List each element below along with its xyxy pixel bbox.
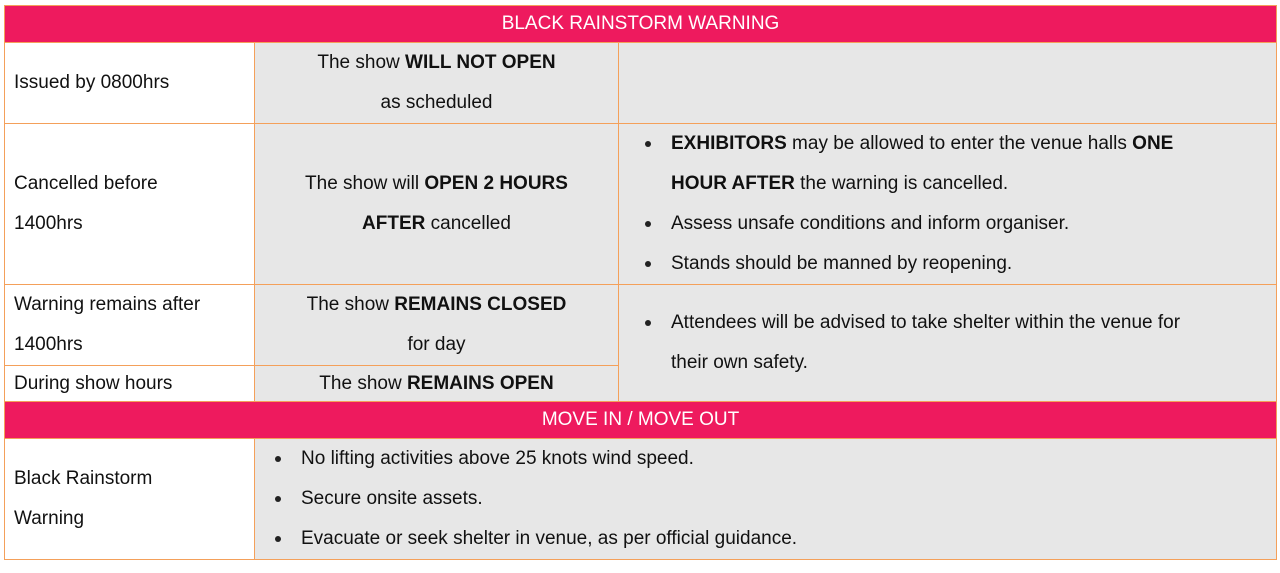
list-item [301,519,1276,559]
status-text: The show [317,52,406,73]
list-item [671,204,1276,244]
row-label-text: 1400hrs [14,334,83,355]
notes-cell-empty [619,43,1277,124]
row-label-text: Black Rainstorm [14,468,153,489]
section-header-row [5,402,1277,439]
status-text: The show [306,294,395,315]
table-row [5,439,1277,560]
row-label-text: 1400hrs [14,213,83,234]
note-line [671,124,1276,164]
section-header-row [5,6,1277,43]
table-row [5,43,1277,124]
section-title-move-in-out: MOVE IN / MOVE OUT [5,402,1277,439]
show-status-cell [255,124,619,285]
shared-notes-cell [619,285,1277,402]
table-row [5,124,1277,285]
row-label-text: Issued by 0800hrs [14,72,170,93]
notes-list [619,124,1276,284]
table-row [5,285,1277,366]
list-item [671,244,1276,284]
note-text: may be allowed to enter the venue halls [786,133,1133,154]
status-emphasis: OPEN 2 HOURS [424,173,568,194]
row-label [5,366,255,402]
status-text: The show will [305,173,425,194]
note-text: Assess unsafe conditions and inform organiser. [671,213,1070,234]
status-text: cancelled [425,213,511,234]
row-label-text: Warning remains after [14,294,201,315]
status-line [255,43,618,83]
row-label-text: Cancelled before [14,173,158,194]
section-title-black-rainstorm: BLACK RAINSTORM WARNING [5,6,1277,43]
list-item [301,439,1276,479]
status-emphasis: WILL NOT OPEN [405,52,556,73]
status-line [255,285,618,325]
note-line [671,164,1276,204]
status-line [255,204,618,244]
list-item [671,124,1276,204]
note-text: Secure onsite assets. [301,488,483,509]
status-line [255,83,618,123]
status-emphasis: REMAINS OPEN [406,372,554,394]
show-status-cell [255,366,619,402]
note-text: No lifting activities above 25 knots wind speed. [301,448,694,469]
note-text: Evacuate or seek shelter in venue, as per official guidance. [301,528,798,549]
notes-cell [619,124,1277,285]
notes-list [255,439,1276,559]
row-label [5,124,255,285]
row-label-text: Warning [14,508,85,529]
notes-cell [255,439,1277,560]
note-text: Stands should be manned by reopening. [671,253,1013,274]
show-status-cell [255,285,619,366]
show-status-cell [255,43,619,124]
note-emphasis: ONE [1132,133,1174,154]
row-label-text: During show hours [14,372,173,394]
status-line [255,164,618,204]
list-item [619,303,1276,383]
status-emphasis: REMAINS CLOSED [394,294,567,315]
note-line: their own safety. [671,352,808,373]
note-emphasis: HOUR AFTER [671,173,795,194]
rainstorm-policy-table [4,5,1276,560]
status-emphasis: AFTER [362,213,426,234]
row-label [5,285,255,366]
policy-table [4,5,1277,560]
status-line [255,325,618,365]
status-text: The show [319,372,407,394]
list-item [301,479,1276,519]
row-label [5,43,255,124]
status-text: as scheduled [380,92,493,113]
row-label [5,439,255,560]
note-text: the warning is cancelled. [794,173,1009,194]
status-text: for day [407,334,466,355]
note-line: Attendees will be advised to take shelter within the venue for [671,312,1181,333]
note-emphasis: EXHIBITORS [671,133,787,154]
